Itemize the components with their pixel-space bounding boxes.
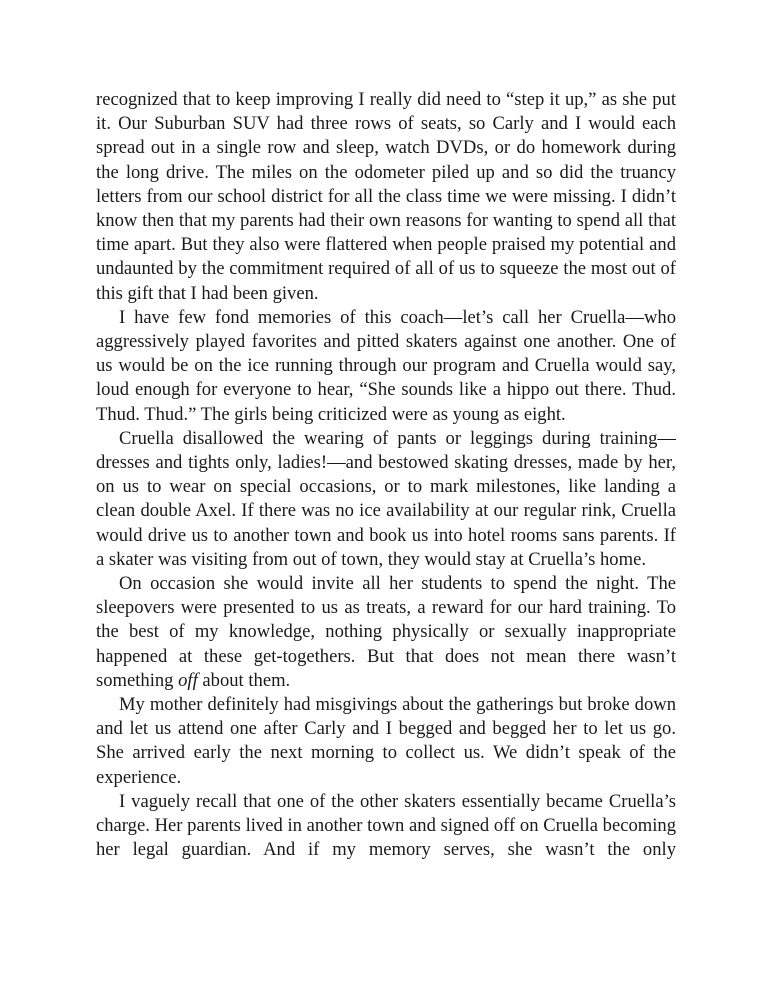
paragraph-coach-cruella: I have few fond memories of this coach—let’s call her Cruella—who aggressively played favorites and pitted skaters against one another. One of us would be on the ice running through our program and Cruella would say, loud enough for everyone to hear, “She sounds like a hippo out there. Thud. Thud. Thud.” The girls being criticized were as young as eight. — [96, 306, 676, 425]
paragraph-sleepovers — [96, 572, 676, 693]
paragraph-dress-code: Cruella disallowed the wearing of pants or leggings during training—dresses and tights only, ladies!—and bestowed skating dresses, made by her, on us to wear on special occasions, or to mark milestones, like landing a clean double Axel. If there was no ice availability at our regular rink, Cruella would drive us to another town and book us into hotel rooms sans parents. If a skater was visiting from out of town, they would stay at Cruella’s home. — [96, 427, 676, 570]
paragraph-mother-misgivings: My mother definitely had misgivings about the gatherings but broke down and let us attend one after Carly and I begged and begged her to let us go. She arrived early the next morning to collect us. We didn’t speak of the experience. — [96, 694, 676, 788]
emphasis-off: off — [178, 669, 198, 691]
book-page — [96, 88, 676, 863]
paragraph-continued: recognized that to keep improving I really did need to “step it up,” as she put it. Our Suburban SUV had three rows of seats, so Carly and I would each spread out in a single row and sleep, watch DVDs, or do homework during the long drive. The miles on the odometer piled up and so did the truancy letters from our school district for all the class time we were missing. I didn’t know then that my parents had their own reasons for wanting to spend all that time apart. But they also were flattered when people praised my potential and undaunted by the commitment required of all of us to squeeze the most out of this gift that I had been given. — [96, 89, 676, 304]
sleepovers-text: On occasion she would invite all her students to spend the night. The sleepovers were presented to us as treats, a reward for our hard training. To the best of my knowledge, nothing physically or sexually inappropriate happened at these get-togethers. But that does not mean there wasn’t something — [96, 573, 676, 691]
sleepovers-text-end: about them. — [197, 669, 291, 691]
paragraph-legal-guardian: I vaguely recall that one of the other skaters essentially became Cruella’s charge. Her parents lived in another town and signed off on Cruella becoming her legal guardian. And if my memory serves, she wasn’t the only — [96, 790, 676, 861]
